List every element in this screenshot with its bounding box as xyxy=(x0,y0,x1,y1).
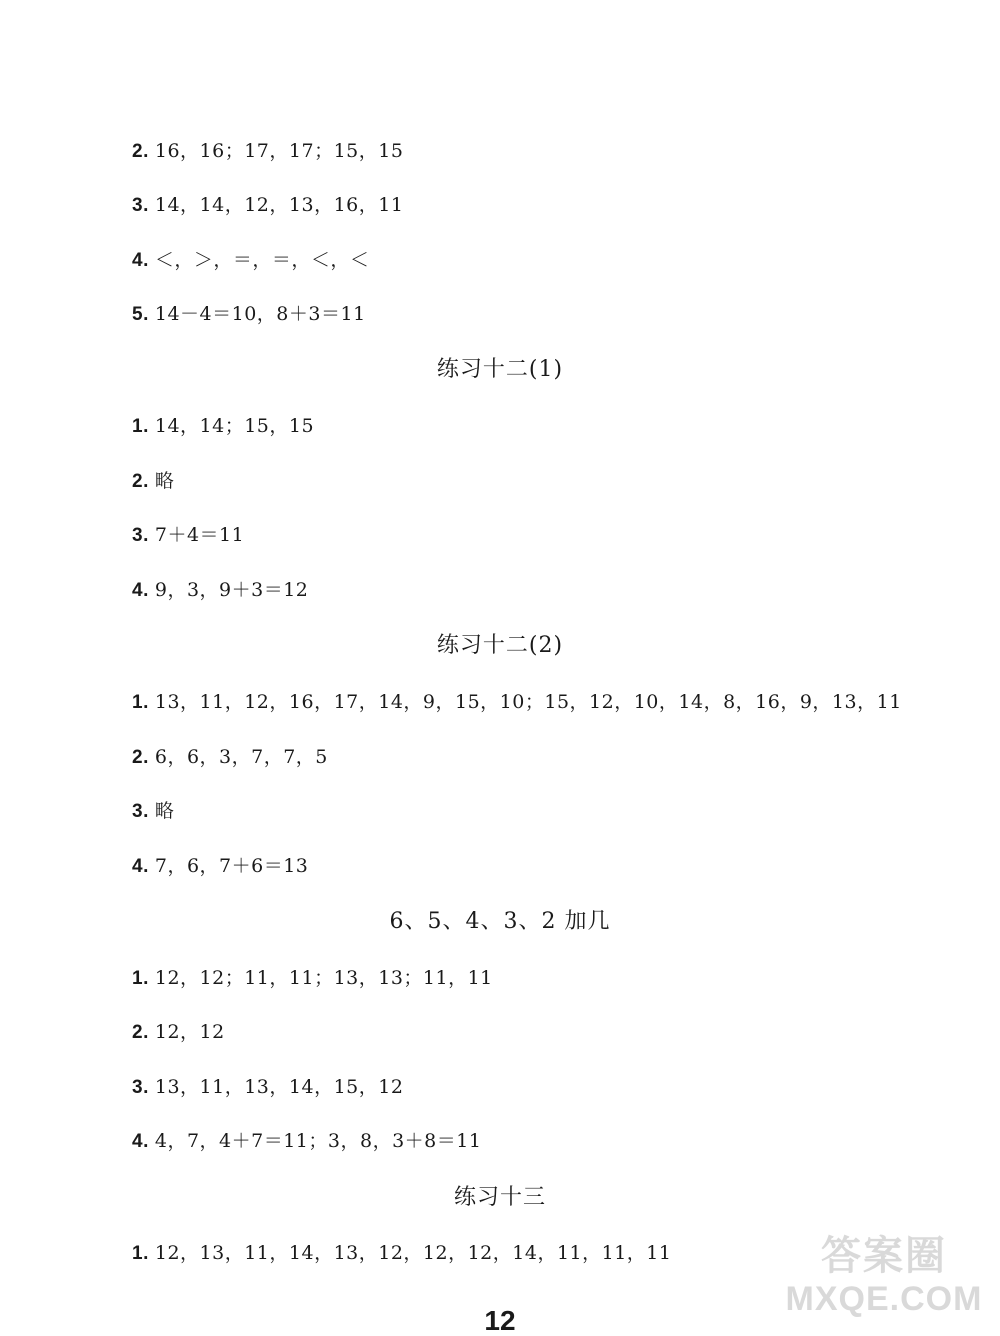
item-number: 2. xyxy=(132,471,149,492)
section-heading: 练习十三 xyxy=(453,1185,546,1210)
watermark-bottom-text: MXQE.COM xyxy=(785,1280,983,1318)
answer-text: 7，6，7＋6＝13 xyxy=(154,855,309,877)
answer-text: 略 xyxy=(154,800,175,822)
answer-text: 6，6，3，7，7，5 xyxy=(154,746,328,768)
answer-line xyxy=(132,248,369,273)
section-heading: 练习十二(2) xyxy=(436,633,564,658)
item-number: 2. xyxy=(132,1022,149,1043)
answer-text: 13，11，13，14，15，12 xyxy=(154,1076,404,1098)
section-heading: 6、5、4、3、2 加几 xyxy=(389,909,611,934)
item-number: 5. xyxy=(132,304,149,325)
answer-line xyxy=(132,745,328,770)
section-heading: 练习十二(1) xyxy=(436,357,564,382)
answer-text: 13，11，12，16，17，14，9，15，10；15，12，10，14，8，16，9，13，11 xyxy=(154,691,902,713)
item-number: 1. xyxy=(132,968,149,989)
answer-line xyxy=(132,966,493,991)
item-number: 1. xyxy=(132,416,149,437)
answer-text: 12，13，11，14，13，12，12，12，14，11，11，11 xyxy=(154,1242,672,1264)
answer-text: 14－4＝10，8＋3＝11 xyxy=(154,303,366,325)
answer-line xyxy=(132,1020,225,1045)
item-number: 4. xyxy=(132,856,149,877)
item-number: 3. xyxy=(132,525,149,546)
answer-line xyxy=(132,854,308,879)
answer-text: 16，16；17，17；15，15 xyxy=(154,140,404,162)
answer-line xyxy=(132,469,174,494)
answer-text: 12，12 xyxy=(154,1021,225,1043)
answer-line xyxy=(132,193,403,218)
item-number: 4. xyxy=(132,250,149,271)
answer-line xyxy=(132,414,314,439)
answer-line xyxy=(132,690,902,715)
answer-text: ＜，＞，＝，＝，＜，＜ xyxy=(154,249,370,271)
answer-line xyxy=(132,1075,403,1100)
answer-line xyxy=(132,1129,481,1154)
answer-text: 7＋4＝11 xyxy=(154,524,245,546)
page-number: 12 xyxy=(484,1305,516,1336)
answer-text: 9，3，9＋3＝12 xyxy=(154,579,309,601)
item-number: 3. xyxy=(132,1077,149,1098)
item-number: 2. xyxy=(132,747,149,768)
item-number: 1. xyxy=(132,1243,149,1264)
answer-text: 略 xyxy=(154,470,175,492)
answer-line xyxy=(132,523,244,548)
answer-line xyxy=(132,1241,671,1266)
answer-line xyxy=(132,302,366,327)
item-number: 4. xyxy=(132,1131,149,1152)
answer-text: 14，14，12，13，16，11 xyxy=(154,194,404,216)
item-number: 1. xyxy=(132,692,149,713)
answer-line xyxy=(132,799,174,824)
watermark-top-text: 答案圈 xyxy=(821,1234,947,1278)
item-number: 4. xyxy=(132,580,149,601)
item-number: 3. xyxy=(132,801,149,822)
answer-text: 14，14；15，15 xyxy=(154,415,315,437)
item-number: 2. xyxy=(132,141,149,162)
answer-line xyxy=(132,139,403,164)
answer-text: 4，7，4＋7＝11；3，8，3＋8＝11 xyxy=(154,1130,482,1152)
answer-text: 12，12；11，11；13，13；11，11 xyxy=(154,967,493,989)
answer-line xyxy=(132,578,308,603)
item-number: 3. xyxy=(132,195,149,216)
